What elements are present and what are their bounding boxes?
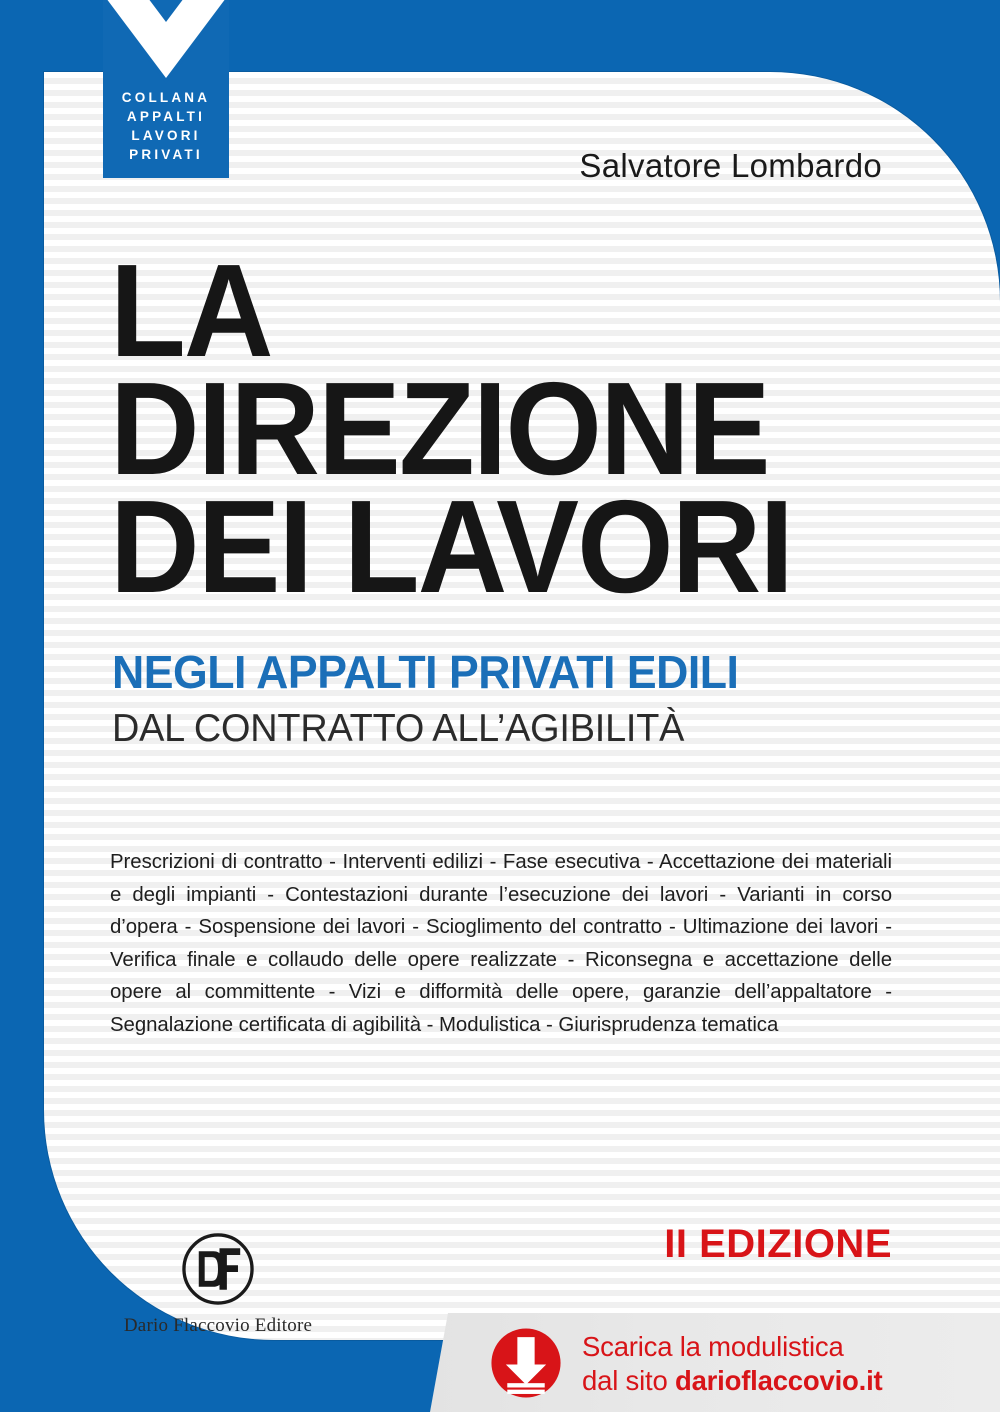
publisher-name: Dario Flaccovio Editore — [123, 1315, 313, 1336]
title-line-2: DIREZIONE — [110, 355, 769, 502]
series-badge-line-1: COLLANA — [121, 90, 211, 105]
subtitle-primary: NEGLI APPALTI PRIVATI EDILI — [112, 646, 739, 698]
download-banner-line-2 — [582, 1364, 882, 1398]
series-badge-line-4: PRIVATI — [129, 147, 203, 162]
subtitle-secondary: DAL CONTRATTO ALL’AGIBILITÀ — [112, 707, 685, 750]
series-badge-line-3: LAVORI — [131, 128, 201, 143]
series-badge-labels — [103, 88, 229, 164]
edition-badge: II EDIZIONE — [664, 1222, 892, 1266]
download-banner-line-1: Scarica la modulistica — [582, 1331, 844, 1362]
publisher-block — [118, 1232, 318, 1337]
df-circle-logo-icon — [181, 1232, 255, 1306]
download-banner-line-2-prefix: dal sito — [582, 1365, 675, 1396]
author-name: Salvatore Lombardo — [579, 147, 882, 184]
download-banner-text — [582, 1330, 882, 1398]
book-title — [110, 237, 930, 620]
title-line-3: DEI LAVORI — [110, 473, 793, 620]
download-arrow-icon[interactable] — [490, 1327, 562, 1399]
download-banner[interactable] — [430, 1313, 1000, 1412]
download-banner-site[interactable]: darioflaccovio.it — [674, 1365, 883, 1396]
contents-blurb: Prescrizioni di contratto - Interventi edilizi - Fase esecutiva - Accettazione dei materiali e degli impianti - Contestazioni durante l’esecuzione dei lavori - Varianti in corso d’opera - Sospensione dei lavori - Scioglimento del contratto - Ultimazione dei lavori - Verifica finale e collaudo delle opere realizzate - Riconsegna e accettazione delle opere al committente - Vizi e difformità delle opere, garanzie dell’appaltatore - Segnalazione certificata di agibilità - Modulistica - Giurisprudenza tematica — [110, 851, 892, 1036]
chevron-down-icon — [103, 0, 229, 100]
series-badge — [103, 0, 229, 178]
title-line-1: LA — [110, 237, 272, 384]
series-badge-line-2: APPALTI — [126, 109, 206, 124]
